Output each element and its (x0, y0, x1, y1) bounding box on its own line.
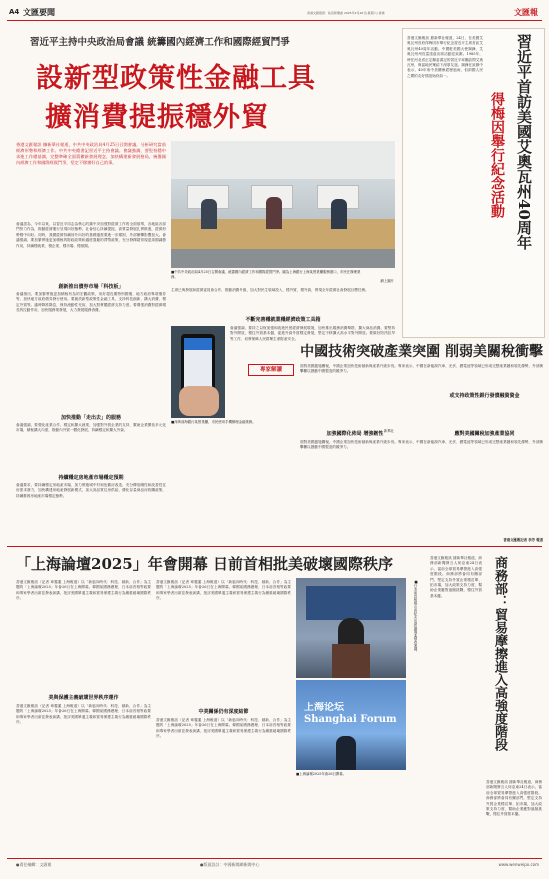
lead-body-3: 會議強調，要強化產業合作，穩定和擴大就業，加強對外貿企業的支持，幫助企業開拓多元化市場，積極擴大內需，推動內外貿一體化發展，持續穩定和擴大外資。 (16, 423, 166, 433)
sidebar-headline-2: 得梅因舉行紀念活動 (489, 92, 505, 218)
tech-byline: 香港文匯報記者 李芳 報道 (503, 538, 543, 542)
forum-photo-1-caption: ■日本前首相鳩山由紀夫出席論壇並發表演講。 (414, 580, 418, 654)
page-header (7, 6, 542, 20)
forum-body-4: 香港文匯報訊（記者 章蕙蓮 上海報道）以「新風向時代：科技、創新、合作」為主題的「上海論壇2025」年會26日在上海開幕。韓國前國務總理、日本前首相等政要和專家學者出席並發表演講，批評美國單邊主義和貿易保護主義行為嚴重破壞國際秩序。 (156, 718, 291, 739)
tech-subhead-3: 或支持政策性銀行發債融資資金 (449, 393, 520, 399)
forum-body: 香港文匯報訊（記者 章蕙蓮 上海報道）以「新風向時代：科技、創新、合作」為主題的「上海論壇2025」年會26日在上海開幕。韓國前國務總理、日本前首相等政要和專家學者出席並發表演講，批評美國單邊主義和貿易保護主義行為嚴重破壞國際秩序。 (16, 580, 151, 601)
footer-left: ●責任編輯：文匯報 (16, 862, 52, 867)
tech-body: 面對美國濫施關稅，中國企業加快技術創新與產業升級步伐。專家表示，中國在新能源汽車、光伏、鋰電池等領域已形成完整產業鏈和領先優勢，外部衝擊難以撼動中國製造的競爭力。 (300, 364, 543, 374)
forum-photo-2 (296, 680, 406, 770)
phone-photo-caption: ■深圳前海銀行某營業廳，市民使用手機辦理金融業務。 (171, 420, 256, 424)
sidebar-body: 香港文匯報訊 據新華社報道，24日，在美國艾奧瓦州首府得梅因市舉行紀念習近平主席首訪艾奧瓦州40周年活動。中國駐美國大使謝鋒、艾奧瓦州州長雷諾茲出席活動並致辭。1985年，時任河北省正定縣委書記的習近平率團訪問艾奧瓦州，與當地民眾結下深厚友誼。謝鋒在致辭中表示，40年來中美關係經歷風雨，但兩國人民之間的友好情誼始終如一。 (407, 36, 483, 78)
tech-headline-display: 中國技術突破產業突圍 削弱美關稅衝擊 (300, 344, 543, 360)
forum-body-2: 香港文匯報訊（記者 章蕙蓮 上海報道）以「新風向時代：科技、創新、合作」為主題的「上海論壇2025」年會26日在上海開幕。韓國前國務總理、日本前首相等政要和專家學者出席並發表演講，批評美國單邊主義和貿易保護主義行為嚴重破壞國際秩序。 (16, 704, 151, 725)
lead-mid-subhead: 不斷完善穩就業穩經濟政策工具箱 (245, 317, 321, 323)
lead-photo-caption: ■中共中央政治局4月25日召開會議，統籌國內經濟工作和國際經貿鬥爭。圖為上海銀行上海某營業廳服務窗口，市民在辦理業務。 (171, 270, 361, 279)
section-rule (7, 546, 542, 547)
footer-rule (7, 858, 542, 859)
lead-photo (171, 141, 395, 268)
lead-body: 會議認為，今年以來，以習近平同志為核心的黨中央加強對經濟工作的全面領導，各地區各部門努力作為，推動經濟運行呈現向好態勢，社會信心持續提振，高質量發展扎實推進，經濟形勢穩中向好。同時，我國經濟持續回升向好的基礎還需要進一步鞏固，外部衝擊影響加大。會議強調，要加緊實施更加積極的財政政策和適度寬鬆的貨幣政策，充分發揮超常規逆周期調節作用，持續穩就業、穩企業、穩市場、穩預期。 (16, 222, 166, 248)
lead-photo-credit: 網上圖片 (380, 279, 394, 283)
masthead-logo: 文匯報 (514, 7, 538, 17)
lead-subhead-2: 加快推動「走出去」的服務 (60, 415, 121, 421)
lead-mid-body: 會議強調，要持之以恆加強和改進民營經濟發展環境，加快推出服務消費舉措，擴大商品消費。要堅持對外開放，穩住外貿基本盤，促進外資外貿穩定發展，堅定不移擴大高水平對外開放。要做好防汛抗旱等工作，切實保障人民群眾生命財產安全。 (230, 326, 395, 341)
tech-tag: 專家解讀 (248, 364, 294, 376)
phone-photo-credit: 新華社 (383, 429, 394, 433)
forum-photo-2-caption: ■上海論壇2025年會26日開幕。 (296, 772, 347, 776)
page-number: A4 (9, 8, 20, 16)
phone-photo (171, 326, 225, 418)
lead-subhead-3: 持續穩定房地產市場穩定預期 (58, 475, 124, 481)
commerce-body-2: 香港文匯報訊 據新華社報道，商務部新聞發言人何亞東24日表示，當前全球貿易摩擦進入高強度階段。商務部將會同有關部門，堅定支持外貿企業穩訂單、拓市場，加大政策支持力度，幫助企業應對風險挑戰，穩住外貿基本盤。 (486, 780, 542, 817)
forum-subhead-2: 中美關係仍有深度結節 (198, 709, 249, 715)
forum-body-3: 香港文匯報訊（記者 章蕙蓮 上海報道）以「新風向時代：科技、創新、合作」為主題的「上海論壇2025」年會26日在上海開幕。韓國前國務總理、日本前首相等政要和專家學者出席並發表演講，批評美國單邊主義和貿易保護主義行為嚴重破壞國際秩序。 (156, 580, 291, 601)
lead-body-2: 會議指出，要加緊實施更加積極有為的宏觀政策，用好超長期特別國債、地方政府專項債券等，加快地方政府債券發行使用。要創設新型政策性金融工具，支持科技創新、擴大消費、穩定外貿等。適時降准降息，保持流動性充裕，加大對實體經濟支持力度。要增強消費對經濟增長的拉動作用，加快服務業發展，大力發展服務消費。 (16, 292, 166, 313)
tech-subhead-2: 應對美國關稅加強產業協同 (454, 431, 515, 437)
lead-kicker: 習近平主持中央政治局會議 統籌國內經濟工作和國際經貿鬥爭 (30, 37, 290, 48)
commerce-body: 香港文匯報訊 據新華社報道，商務部新聞發言人何亞東24日表示，當前全球貿易摩擦進入高強度階段。商務部將會同有關部門，堅定支持外貿企業穩訂單、拓市場，加大政策支持力度，幫助企業應對風險挑戰，穩住外貿基本盤。 (430, 556, 482, 598)
tech-body-2: 面對美國濫施關稅，中國企業加快技術創新與產業升級步伐。專家表示，中國在新能源汽車、光伏、鋰電池等領域已形成完整產業鏈和領先優勢，外部衝擊難以撼動中國製造的競爭力。 (300, 440, 543, 450)
forum-headline: 「上海論壇2025」年會開幕 日前首相批美破壞國際秩序 (16, 555, 393, 573)
forum-subhead-1: 美與保護主義破壞世界秩序運作 (48, 695, 119, 701)
lead-intro: 香港文匯報訊 據新華社報道，中共中央政治局4月25日召開會議，分析研究當前經濟形勢和經濟工作。中共中央總書記習近平主持會議。會議強調，要堅持穩中求進工作總基調，完整準確全面貫徹新發展理念，加快構建新發展格局，統籌國內經濟工作和國際經貿鬥爭，堅定不移辦好自己的事。 (16, 142, 166, 165)
sidebar-headline: 習近平首訪美國艾奧瓦州40周年 (515, 34, 533, 250)
section-name: 文匯要聞 (23, 7, 55, 17)
lead-headline-2: 擴消費提振穩外貿 (45, 102, 269, 133)
commerce-headline: 商務部：貿易摩擦進入高強度階段 (492, 556, 507, 751)
lead-subhead-1: 創新推出債券市場「科技板」 (58, 284, 124, 290)
lead-headline-1: 設新型政策性金融工具 (36, 63, 316, 94)
forum-stage-sign: 上海论坛 Shanghai Forum (304, 702, 397, 725)
lead-body-4: 會議要求，要持續穩定房地產市場，加力實施城中村和危舊房改造，充分釋放剛性和改善性住房需求潛力，加快構建房地產發展新模式，加大高品質住房供給，優化存量商品房收購政策，持續鞏固房地產市場穩定態勢。 (16, 483, 166, 498)
header-meta: 香港文匯報訊：政府新聞處 2025年4月26日(星期六) 香港 (307, 11, 385, 15)
forum-photo-1 (296, 578, 406, 678)
header-rule (7, 20, 542, 21)
tech-subhead-1: 加強國際化佈局 增強韌性 (326, 431, 384, 437)
footer-center: ●版面設計：中國新聞網新聞中心 (200, 862, 260, 867)
lead-mid-text: 主席已與發展和經濟委員會合作，推動消費升級，加大對民生領域投入，穩外貿、穩外資，實現全年經濟社會發展目標任務。 (171, 288, 369, 292)
footer-right: www.wenweipo.com (498, 862, 539, 867)
